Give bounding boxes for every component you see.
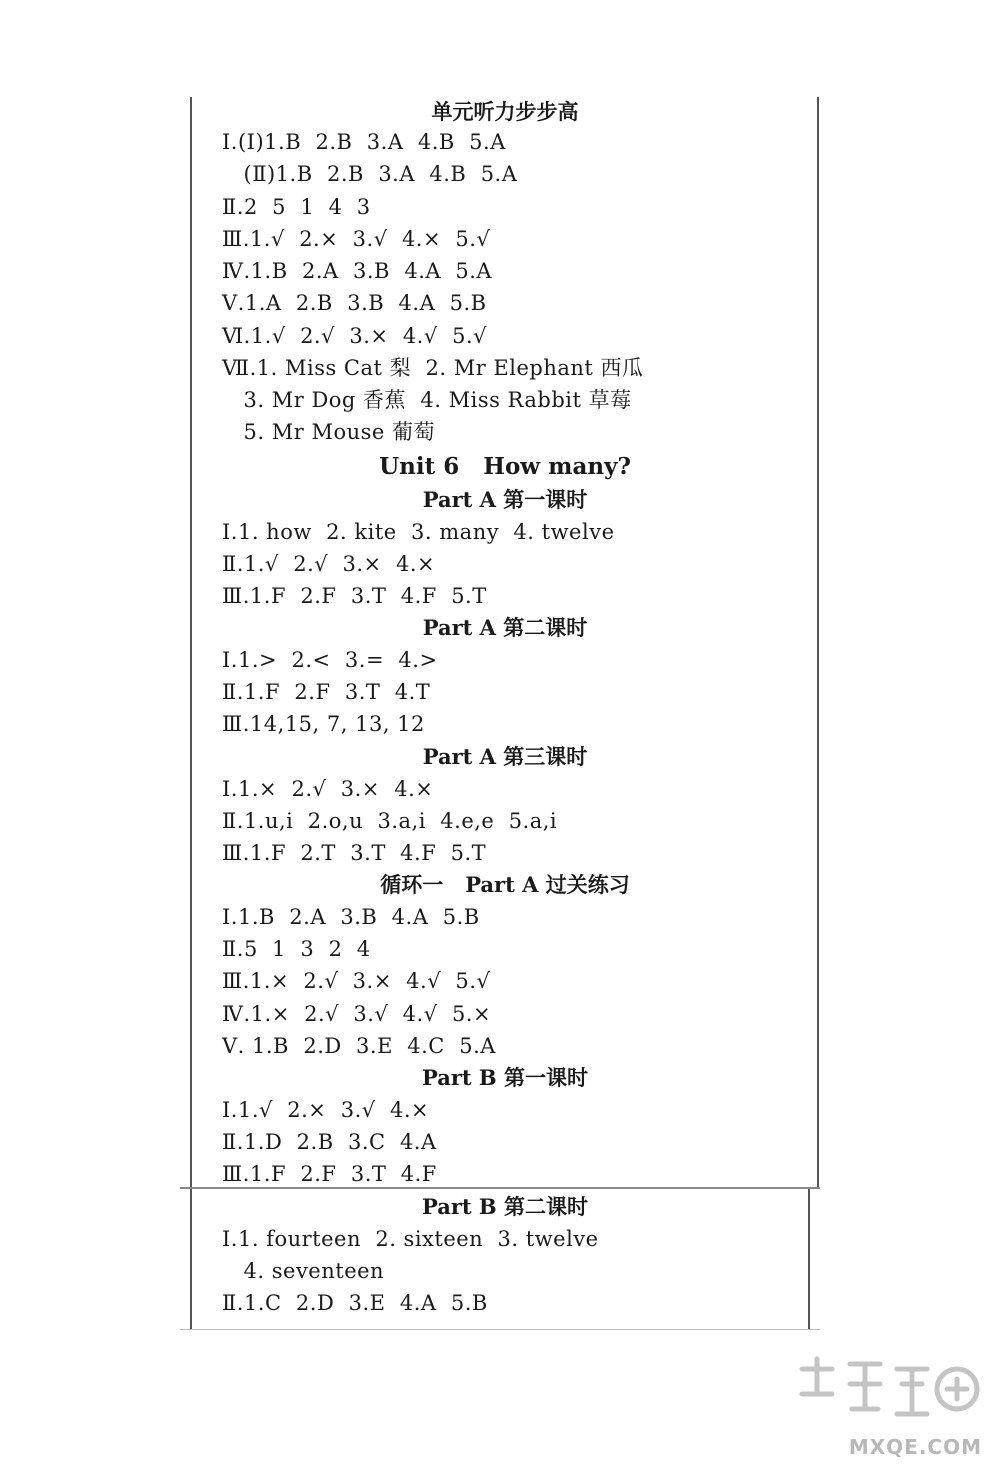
answer-line: 5. Mr Mouse 葡萄	[222, 420, 436, 444]
answer-line: Ⅰ.1. fourteen 2. sixteen 3. twelve	[222, 1227, 599, 1251]
answer-line: (Ⅱ)1.B 2.B 3.A 4.B 5.A	[222, 162, 518, 186]
answer-line: Ⅵ.1.√ 2.√ 3.× 4.√ 5.√	[222, 324, 488, 348]
right-column-rule	[817, 97, 819, 1189]
answer-line: Ⅳ.1.B 2.A 3.B 4.A 5.A	[222, 259, 493, 283]
answer-line: Ⅶ.1. Miss Cat 梨 2. Mr Elephant 西瓜	[222, 356, 644, 380]
site-watermark	[782, 1349, 982, 1459]
watermark-logo-icon	[792, 1349, 982, 1429]
answer-line: Ⅰ.1.> 2.< 3.= 4.>	[222, 648, 438, 672]
unit-title: Unit 6 How many?	[379, 453, 631, 480]
answer-line: Ⅱ.2 5 1 4 3	[222, 195, 371, 219]
answer-line: Ⅱ.1.F 2.F 3.T 4.T	[222, 680, 431, 704]
answer-line: Ⅴ.1.A 2.B 3.B 4.A 5.B	[222, 291, 487, 315]
listening-heading: 单元听力步步高	[431, 99, 579, 124]
watermark-text: MXQE.COM	[848, 1435, 982, 1459]
answer-line: Ⅲ.1.F 2.F 3.T 4.F	[222, 1162, 437, 1186]
answer-line: Ⅱ.1.u,i 2.o,u 3.a,i 4.e,e 5.a,i	[222, 809, 558, 833]
part-b2-title: Part B 第二课时	[422, 1194, 588, 1219]
answer-line: 3. Mr Dog 香蕉 4. Miss Rabbit 草莓	[222, 388, 632, 412]
cycle1-title: 循环一 Part A 过关练习	[380, 872, 630, 897]
answer-line: Ⅱ.5 1 3 2 4	[222, 937, 371, 961]
part-a1-title: Part A 第一课时	[422, 487, 588, 512]
answer-line: Ⅰ.1.√ 2.× 3.√ 4.×	[222, 1098, 430, 1122]
answer-line: Ⅲ.1.F 2.T 3.T 4.F 5.T	[222, 841, 487, 865]
answer-line: Ⅱ.1.C 2.D 3.E 4.A 5.B	[222, 1291, 488, 1315]
answer-line: Ⅰ.1.× 2.√ 3.× 4.×	[222, 777, 434, 801]
answer-line: 4. seventeen	[222, 1259, 385, 1283]
answer-line: Ⅱ.1.D 2.B 3.C 4.A	[222, 1130, 437, 1154]
answer-line: Ⅴ. 1.B 2.D 3.E 4.C 5.A	[222, 1034, 496, 1058]
answer-line: Ⅳ.1.× 2.√ 3.√ 4.√ 5.×	[222, 1002, 492, 1026]
answer-line: Ⅲ.1.√ 2.× 3.√ 4.× 5.√	[222, 227, 491, 251]
answer-line: Ⅰ.(Ⅰ)1.B 2.B 3.A 4.B 5.A	[222, 130, 506, 154]
answer-line: Ⅲ.14,15, 7, 13, 12	[222, 712, 425, 736]
part-a2-title: Part A 第二课时	[422, 615, 588, 640]
answer-line: Ⅱ.1.√ 2.√ 3.× 4.×	[222, 552, 436, 576]
answer-line: Ⅲ.1.F 2.F 3.T 4.F 5.T	[222, 584, 487, 608]
left-column-rule	[190, 97, 192, 1189]
answer-line: Ⅰ.1.B 2.A 3.B 4.A 5.B	[222, 905, 480, 929]
answer-line: Ⅲ.1.× 2.√ 3.× 4.√ 5.√	[222, 969, 491, 993]
part-a3-title: Part A 第三课时	[422, 744, 588, 769]
page-bottom-rule	[180, 1329, 820, 1330]
answer-line: Ⅰ.1. how 2. kite 3. many 4. twelve	[222, 520, 615, 544]
part-b1-title: Part B 第一课时	[422, 1065, 588, 1090]
